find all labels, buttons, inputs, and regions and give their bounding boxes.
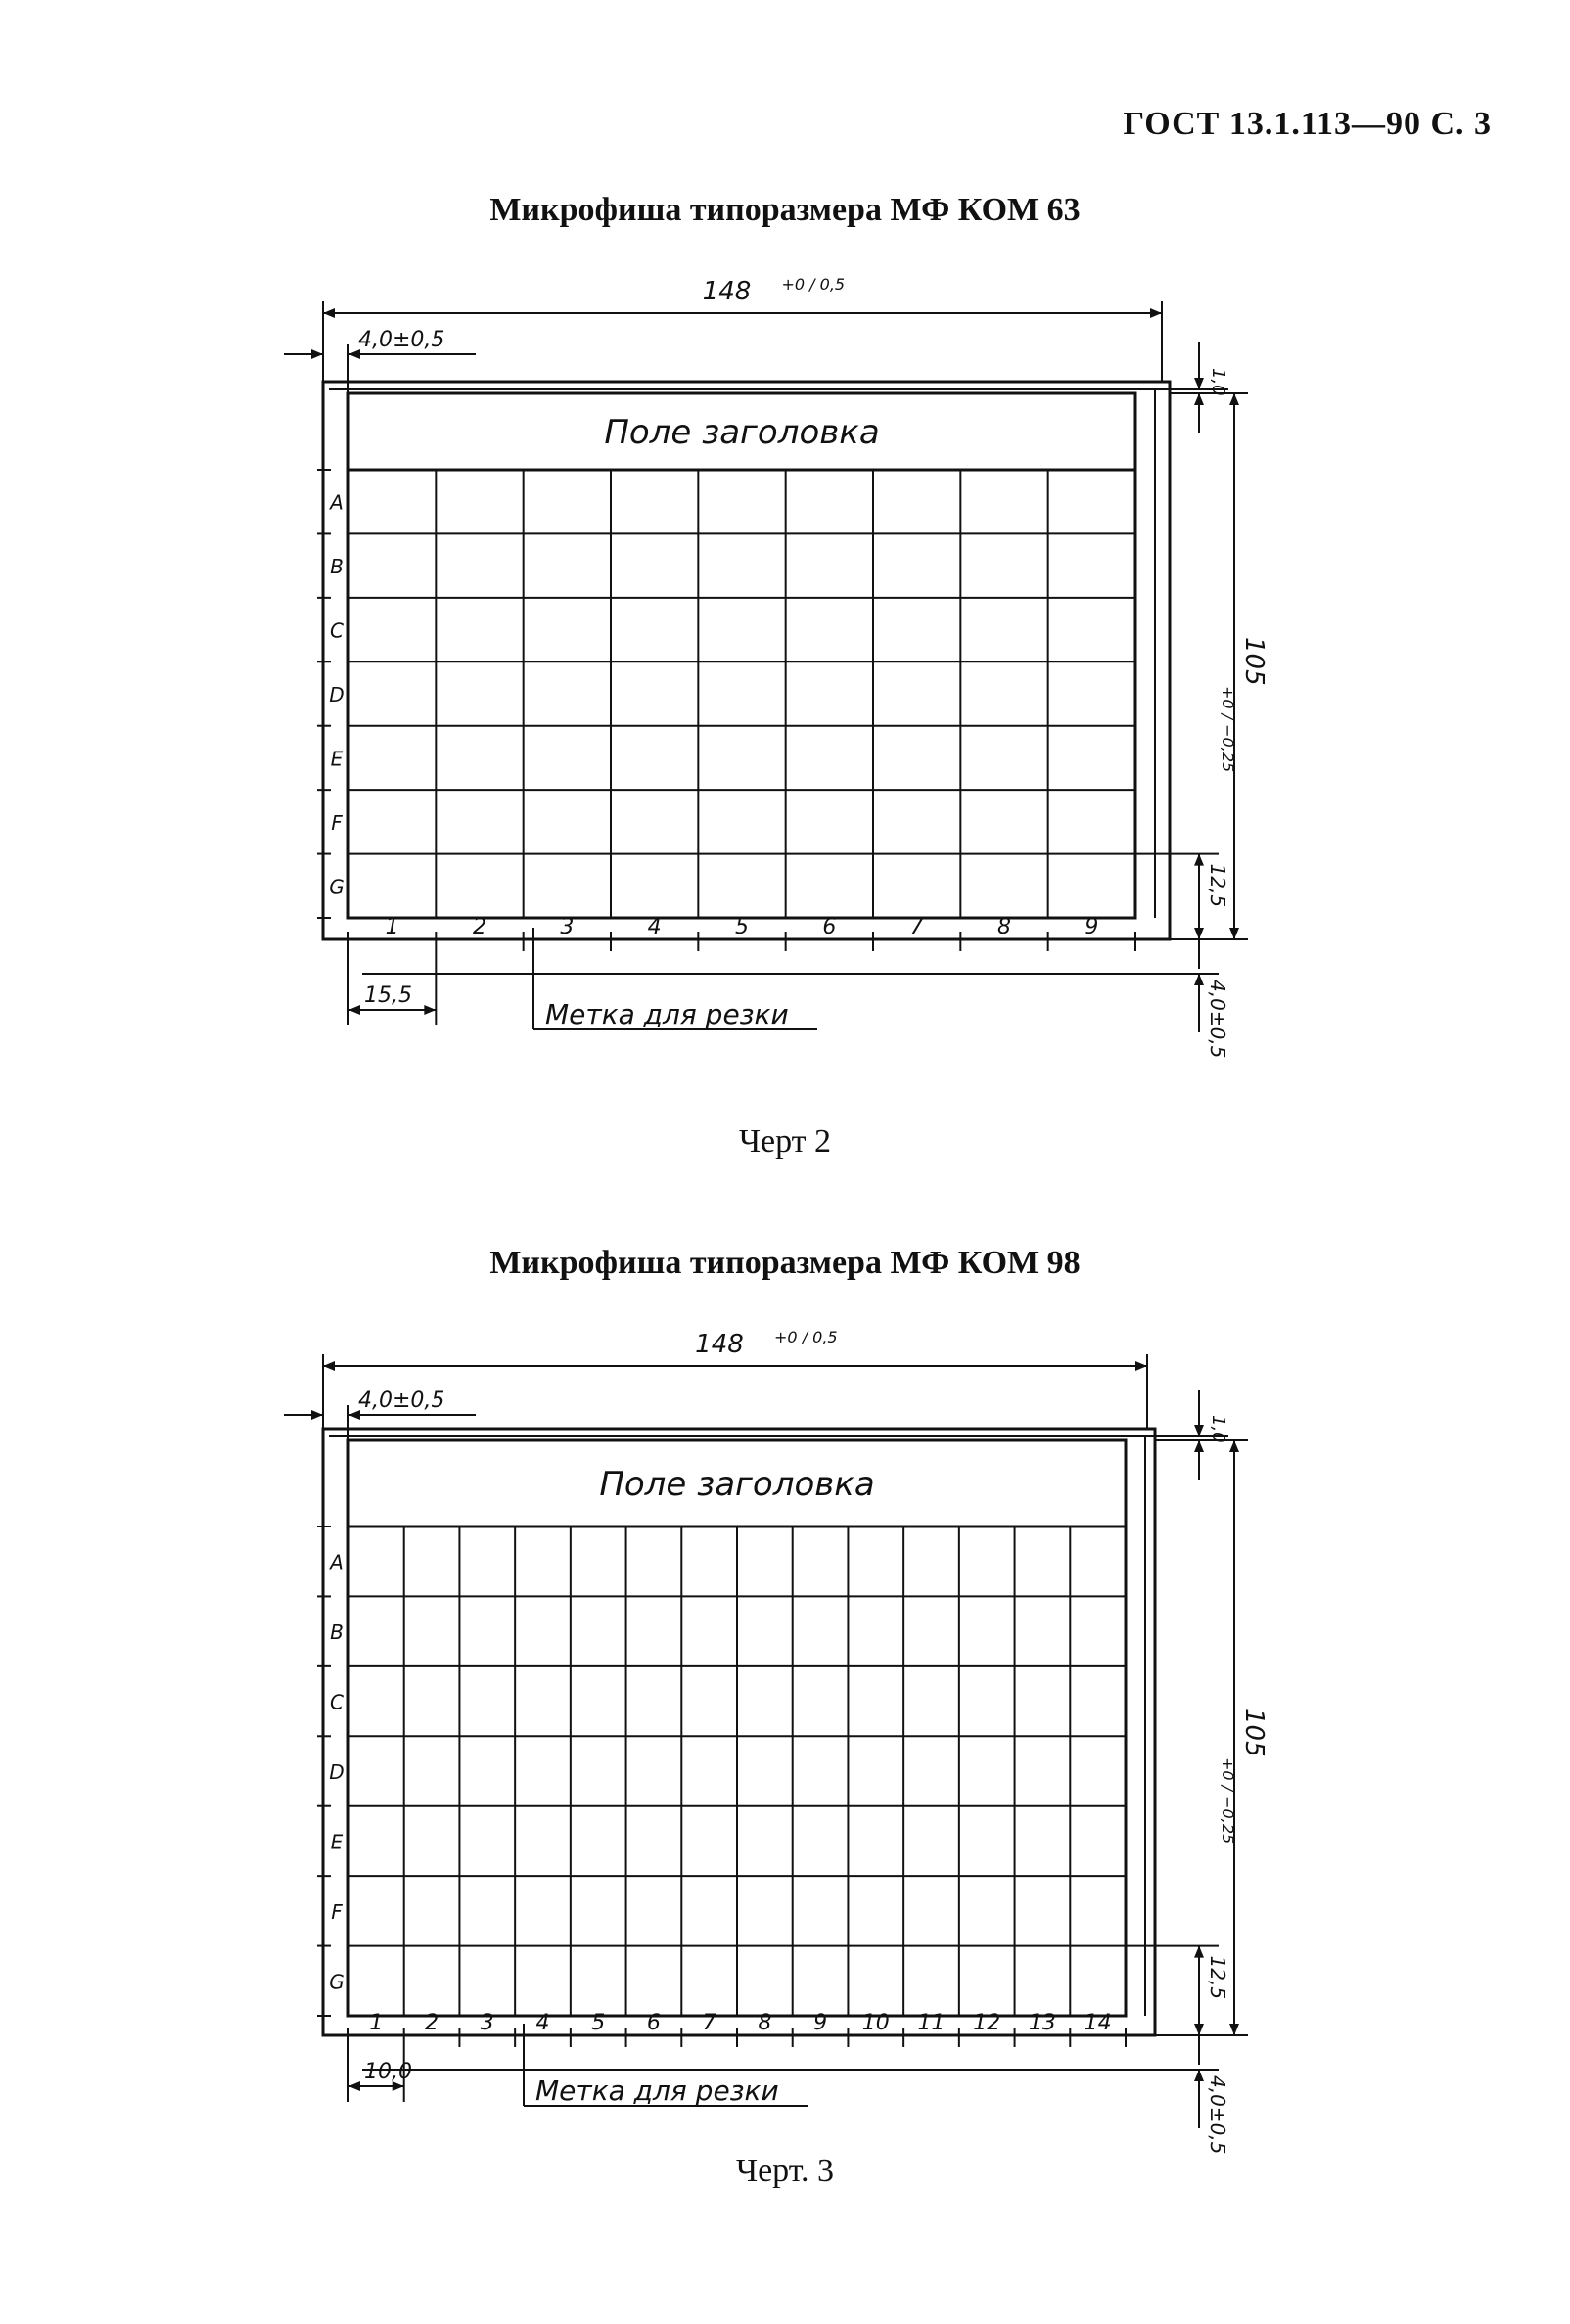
figure-1-title: Микрофиша типоразмера МФ КОМ 63 [489, 192, 1081, 228]
arrowhead [424, 1005, 436, 1015]
width-tolerance: +0 / 0,5 [781, 275, 846, 294]
arrowhead [1194, 1946, 1204, 1958]
row-label: F [331, 1899, 343, 1924]
arrowhead [348, 1005, 360, 1015]
bottom-margin-dimension: 4,0±0,5 [1206, 980, 1229, 1059]
column-label: 13 [1028, 2011, 1056, 2035]
arrowhead [1150, 308, 1162, 318]
row-label: G [329, 1970, 345, 1994]
row-height-dimension: 12,5 [1206, 863, 1229, 908]
title-field-label: Поле заголовка [604, 413, 880, 452]
column-label: 7 [702, 2011, 716, 2035]
row-height-dimension: 12,5 [1206, 1955, 1229, 2000]
cut-mark-label: Метка для резки [535, 2074, 779, 2107]
row-label: A [330, 490, 344, 515]
arrowhead [1229, 928, 1239, 939]
column-label: 11 [917, 2011, 946, 2035]
column-label: 5 [591, 2011, 606, 2035]
row-label: C [330, 1690, 344, 1714]
image-area-frame [348, 393, 1135, 918]
figure-2-title: Микрофиша типоразмера МФ КОМ 98 [489, 1245, 1081, 1281]
arrowhead [1229, 393, 1239, 405]
width-dimension: 148 [702, 277, 752, 306]
row-label: B [330, 1620, 344, 1645]
arrowhead [323, 1361, 335, 1371]
column-label: 1 [369, 2011, 384, 2035]
column-label: 2 [473, 915, 486, 939]
figure-1-caption: Черт 2 [738, 1123, 832, 1160]
column-label: 3 [560, 915, 575, 939]
arrowhead [1194, 2024, 1204, 2035]
row-label: G [329, 875, 345, 899]
row-label: F [331, 810, 343, 835]
height-dimension: 105 [1239, 637, 1269, 686]
column-label: 10 [861, 2011, 890, 2035]
column-label: 5 [735, 915, 749, 939]
arrowhead [1194, 378, 1204, 389]
arrowhead [348, 2081, 360, 2091]
height-tolerance: +0 / −0,25 [1219, 686, 1237, 773]
column-width-dimension: 10,0 [364, 2060, 412, 2084]
column-label: 9 [813, 2011, 828, 2035]
arrowhead [1194, 1440, 1204, 1452]
height-dimension: 105 [1239, 1709, 1269, 1757]
column-label: 9 [1085, 915, 1099, 939]
microfiche-kom63-drawing [0, 275, 1570, 1096]
row-label: D [329, 1760, 345, 1784]
column-label: 12 [973, 2011, 1001, 2035]
margin-dimension: 4,0±0,5 [358, 328, 445, 352]
arrowhead [1135, 1361, 1147, 1371]
column-label: 3 [480, 2011, 494, 2035]
column-label: 6 [646, 2011, 661, 2035]
arrowhead [311, 1410, 323, 1420]
cut-mark-label: Метка для резки [545, 998, 789, 1030]
column-label: 8 [758, 2011, 772, 2035]
column-label: 14 [1084, 2011, 1112, 2035]
figure-2-caption: Черт. 3 [735, 2153, 835, 2189]
column-label: 6 [822, 915, 837, 939]
microfiche-kom98-drawing [0, 1328, 1570, 2182]
arrowhead [311, 349, 323, 359]
column-label: 8 [997, 915, 1011, 939]
width-tolerance: +0 / 0,5 [774, 1328, 838, 1346]
arrowhead [1229, 2024, 1239, 2035]
column-label: 4 [647, 915, 662, 939]
top-dimension: 1,0 [1208, 368, 1228, 396]
film-outline [323, 382, 1170, 939]
arrowhead [1229, 1440, 1239, 1452]
row-label: D [329, 683, 345, 706]
arrowhead [1194, 928, 1204, 939]
row-label: E [330, 1830, 344, 1854]
row-label: B [330, 555, 344, 579]
title-field-label: Поле заголовка [599, 1465, 875, 1504]
column-label: 2 [425, 2011, 439, 2035]
arrowhead [1194, 854, 1204, 866]
document-reference: ГОСТ 13.1.113—90 С. 3 [1123, 106, 1492, 142]
width-dimension: 148 [695, 1330, 744, 1359]
arrowhead [1194, 1425, 1204, 1436]
row-label: A [330, 1550, 344, 1574]
top-dimension: 1,0 [1208, 1415, 1228, 1443]
column-label: 7 [909, 915, 924, 939]
column-width-dimension: 15,5 [364, 983, 412, 1008]
bottom-margin-dimension: 4,0±0,5 [1206, 2075, 1229, 2155]
column-label: 4 [535, 2011, 550, 2035]
margin-dimension: 4,0±0,5 [358, 1389, 445, 1413]
arrowhead [1194, 393, 1204, 405]
row-label: C [330, 618, 344, 643]
arrowhead [323, 308, 335, 318]
height-tolerance: +0 / −0,25 [1219, 1757, 1237, 1845]
row-label: E [330, 747, 344, 771]
film-outline [323, 1429, 1155, 2035]
column-label: 1 [385, 915, 399, 939]
